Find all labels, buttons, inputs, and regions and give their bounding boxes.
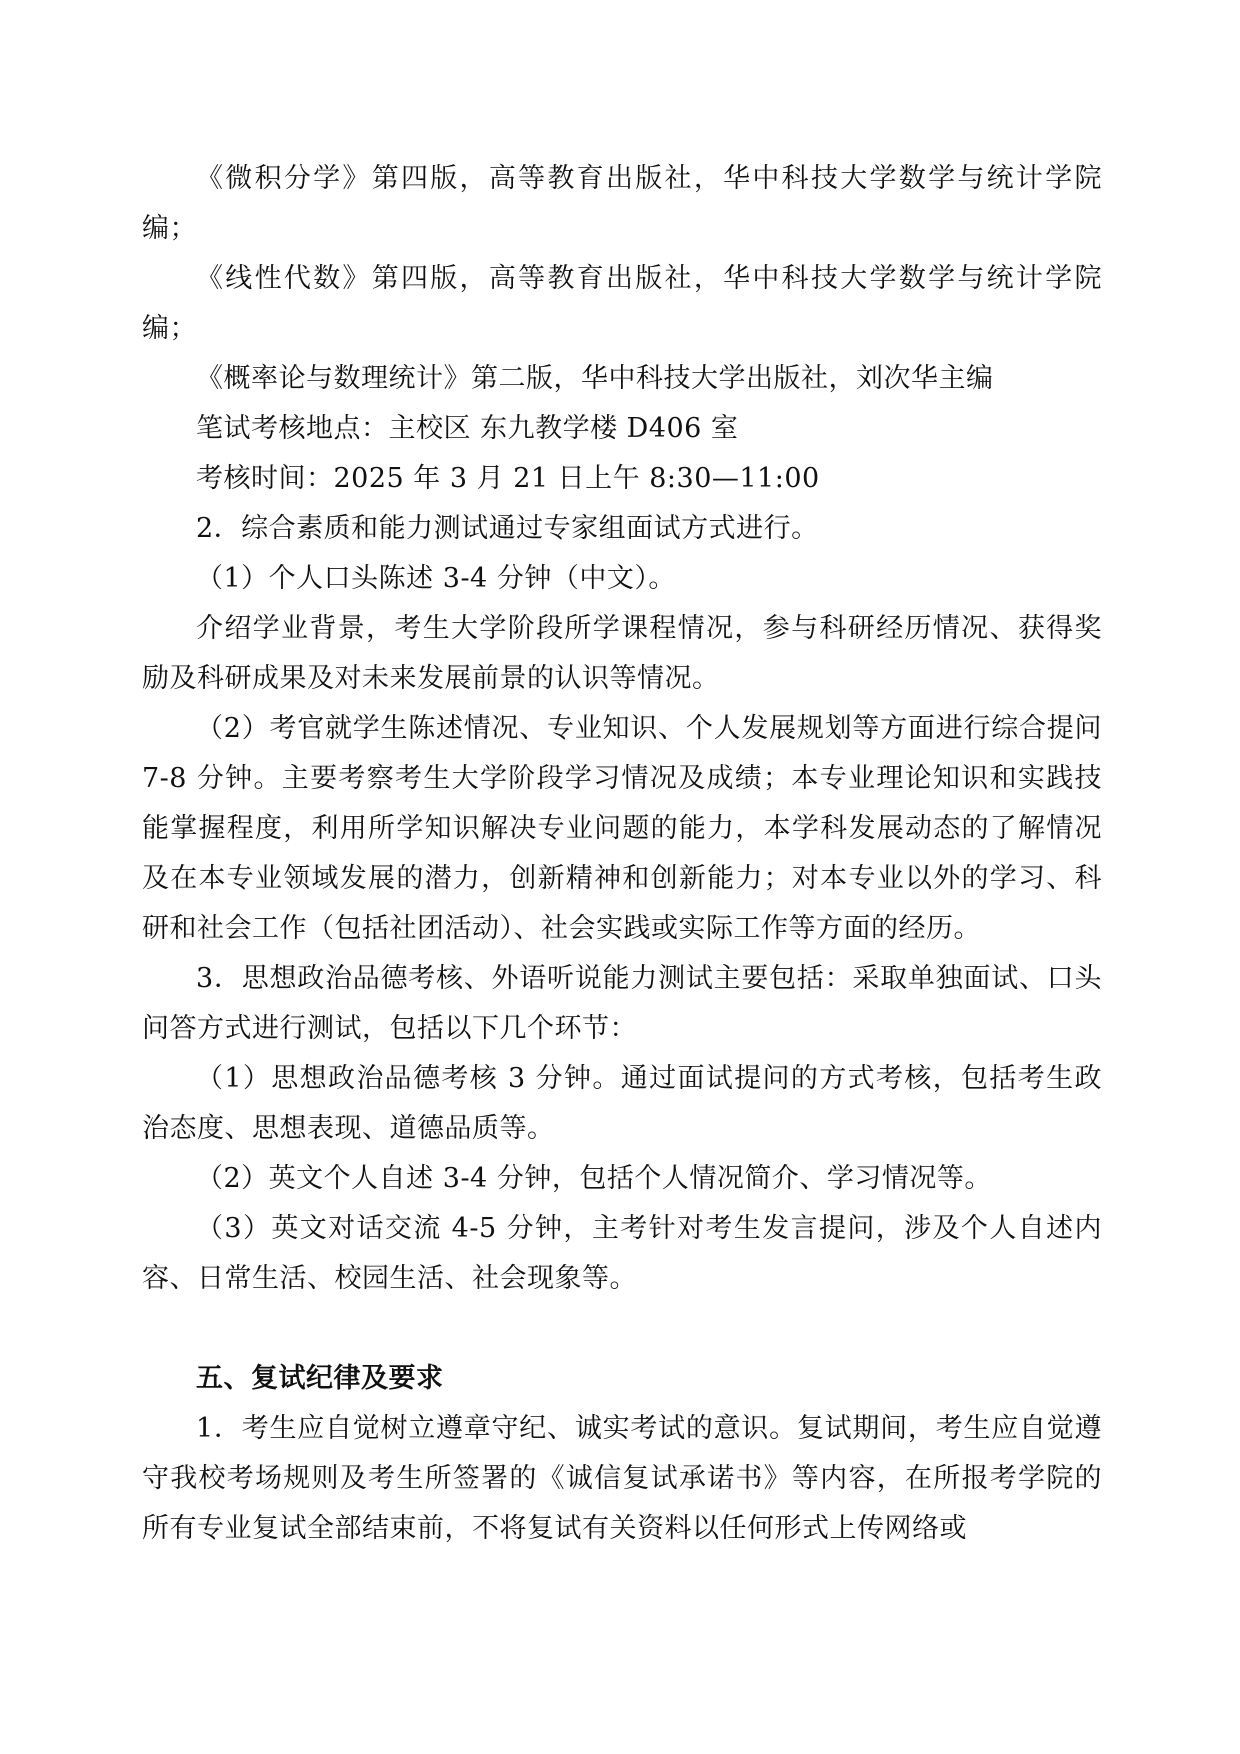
paragraph-item-3-2: （2）英文个人自述 3-4 分钟，包括个人情况简介、学习情况等。 — [196, 1163, 992, 1194]
section-heading: 五、复试纪律及要求 — [196, 1363, 444, 1394]
paragraph-item-2: 2．综合素质和能力测试通过专家组面试方式进行。 — [196, 513, 819, 544]
paragraph-textbook-probability: 《概率论与数理统计》第二版，华中科技大学出版社，刘次华主编 — [196, 363, 994, 394]
paragraph-textbook-calculus: 《微积分学》第四版，高等教育出版社，华中科技大学数学与统计学院编； — [142, 163, 1102, 244]
paragraph-discipline-1: 1．考生应自觉树立遵章守纪、诚实考试的意识。复试期间，考生应自觉遵守我校考场规则及考生所签署的《诚信复试承诺书》等内容，在所报考学院的所有专业复试全部结束前，不将复试有关资料以任何形式上传网络或 — [142, 1413, 1102, 1544]
paragraph-item-3-1: （1）思想政治品德考核 3 分钟。通过面试提问的方式考核，包括考生政治态度、思想表现、道德品质等。 — [142, 1063, 1102, 1144]
paragraph-item-2-1: （1）个人口头陈述 3-4 分钟（中文）。 — [196, 563, 676, 594]
document-body — [142, 154, 1102, 1554]
paragraph-item-2-1-detail: 介绍学业背景，考生大学阶段所学课程情况，参与科研经历情况、获得奖励及科研成果及对未来发展前景的认识等情况。 — [142, 613, 1102, 694]
paragraph-item-3: 3．思想政治品德考核、外语听说能力测试主要包括：采取单独面试、口头问答方式进行测试，包括以下几个环节： — [142, 963, 1102, 1044]
paragraph-item-3-3: （3）英文对话交流 4-5 分钟，主考针对考生发言提问，涉及个人自述内容、日常生活、校园生活、社会现象等。 — [142, 1213, 1102, 1294]
paragraph-textbook-linear-algebra: 《线性代数》第四版，高等教育出版社，华中科技大学数学与统计学院编； — [142, 263, 1102, 344]
paragraph-exam-time: 考核时间：2025 年 3 月 21 日上午 8:30—11:00 — [196, 463, 820, 494]
paragraph-item-2-2: （2）考官就学生陈述情况、专业知识、个人发展规划等方面进行综合提问 7-8 分钟。主要考察考生大学阶段学习情况及成绩；本专业理论知识和实践技能掌握程度，利用所学知识解决专业问题的能力，本学科发展动态的了解情况及在本专业领域发展的潜力，创新精神和创新能力；对本专业以外的学习、科研和社会工作（包括社团活动）、社会实践或实际工作等方面的经历。 — [142, 713, 1102, 944]
paragraph-exam-location: 笔试考核地点：主校区 东九教学楼 D406 室 — [196, 413, 739, 444]
